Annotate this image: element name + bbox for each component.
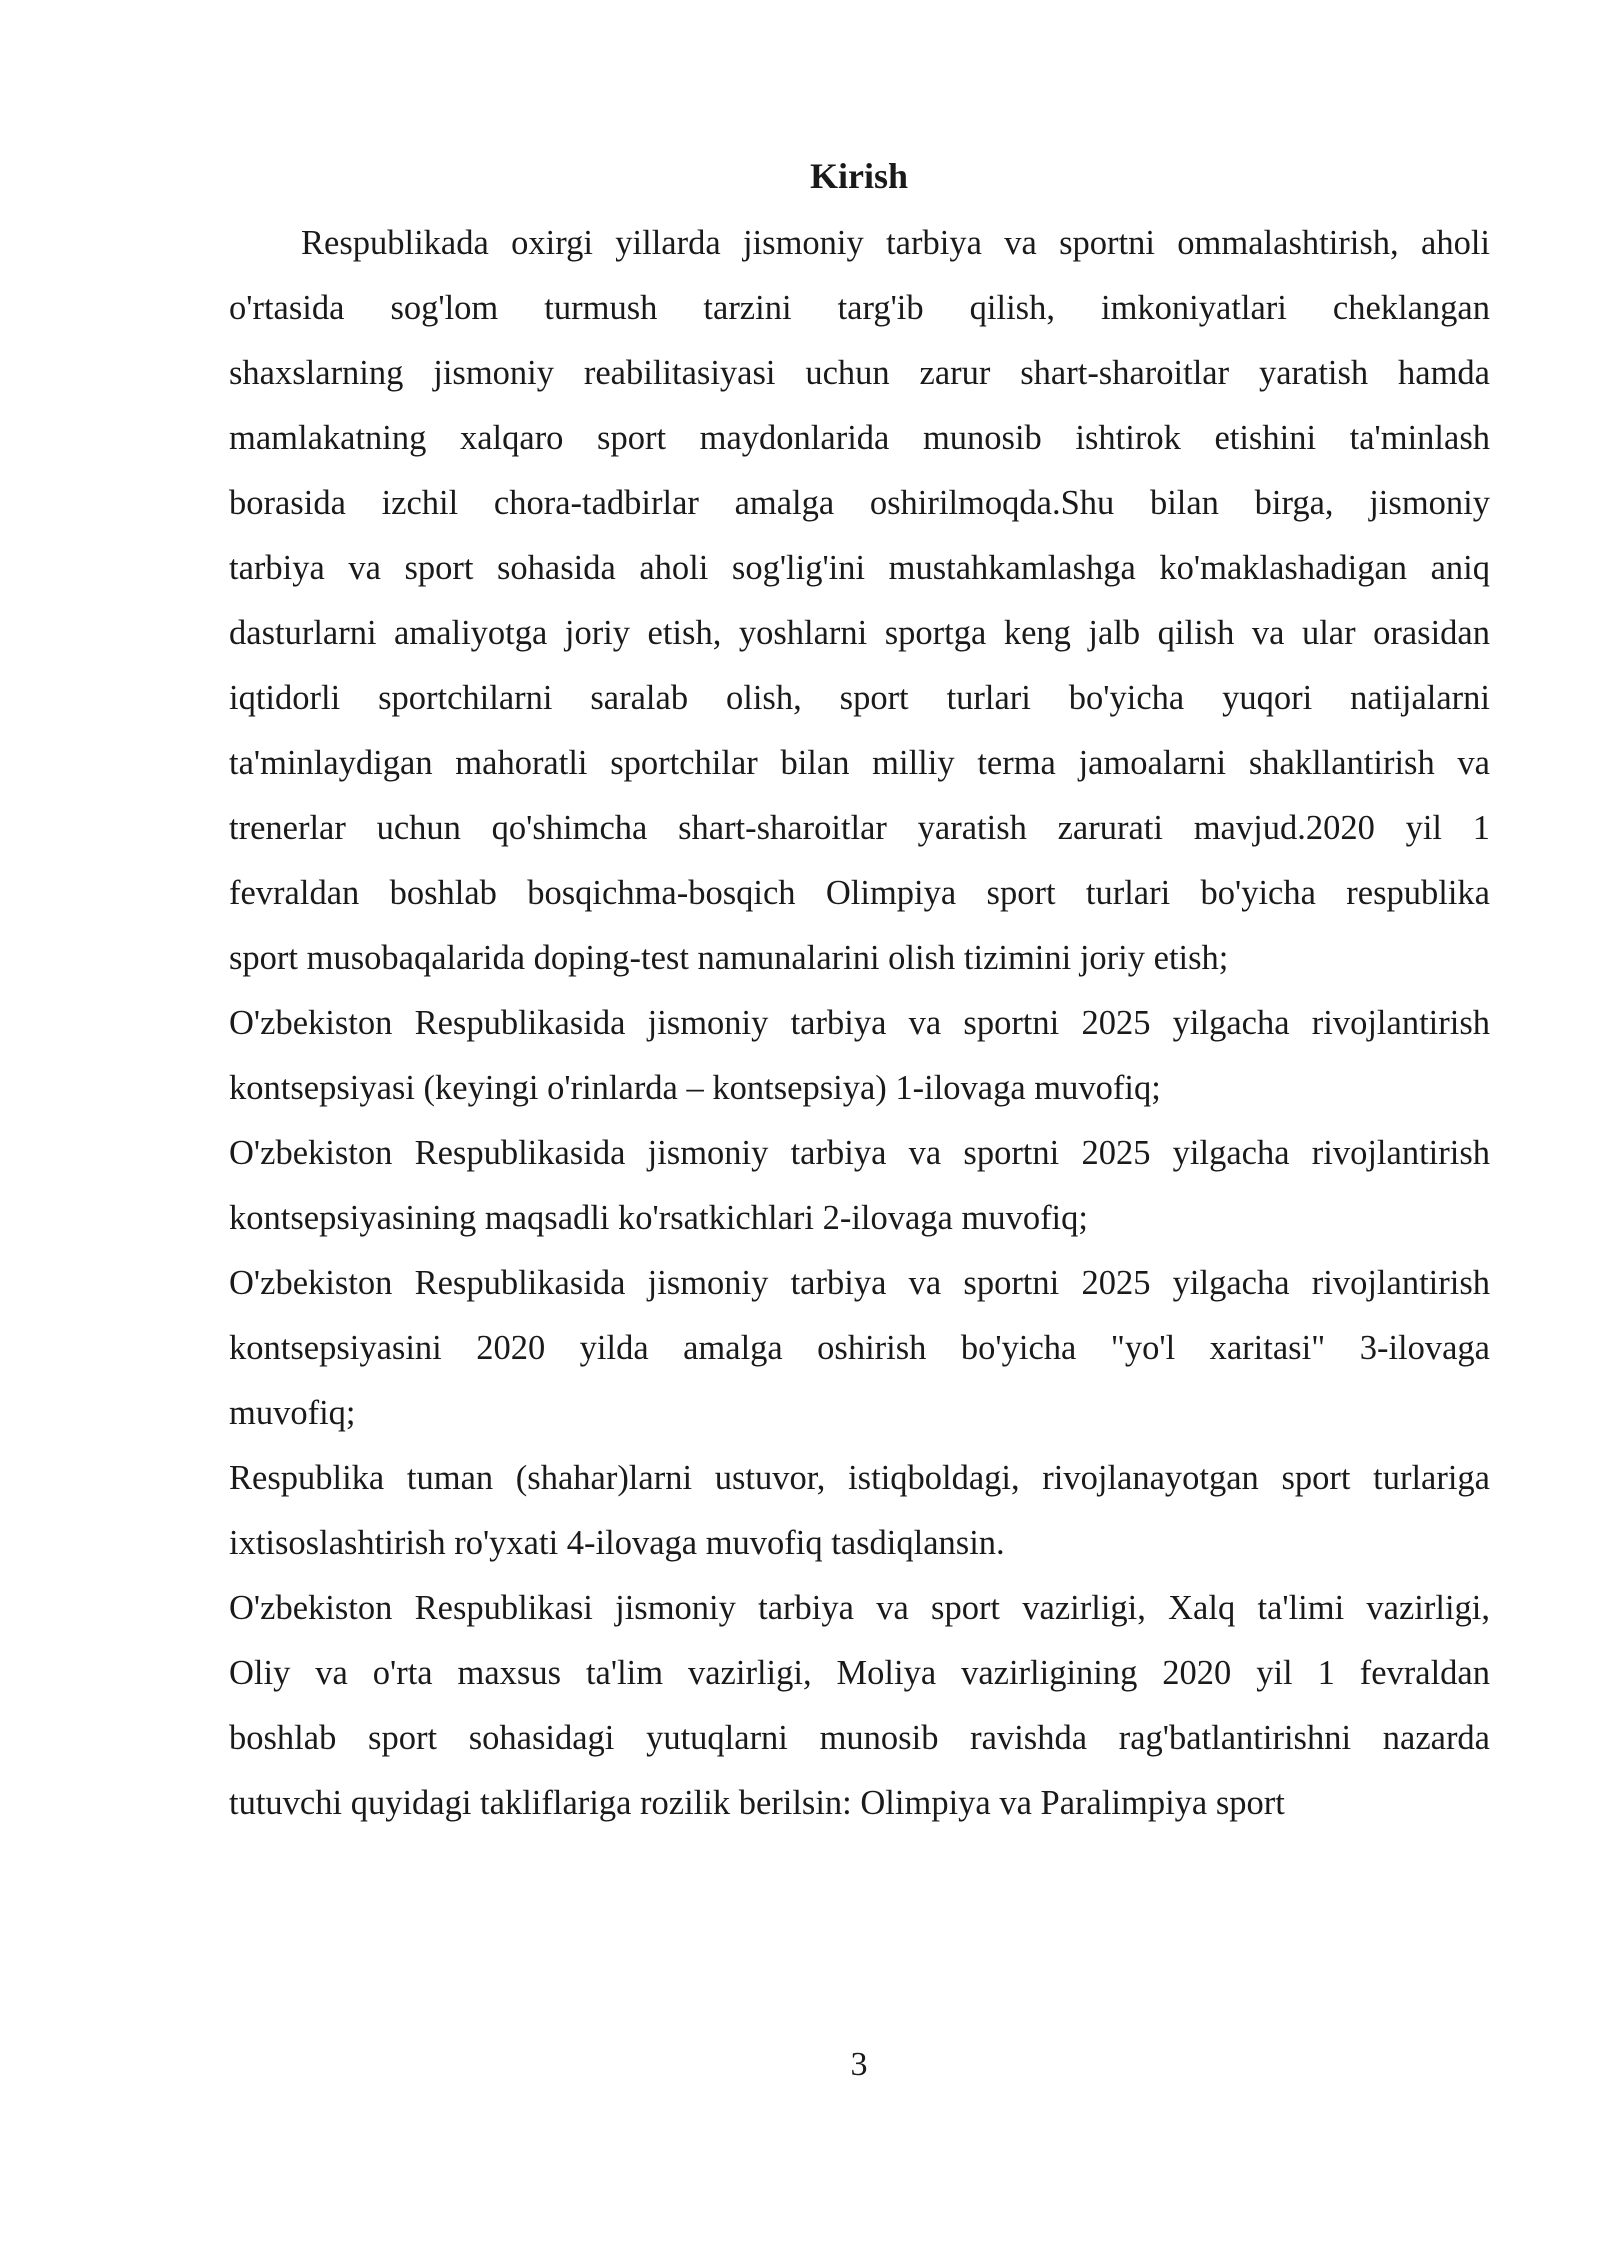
- paragraph-line: dasturlarni amaliyotga joriy etish, yoshlarni sportga keng jalb qilish va ular orasidan: [229, 614, 1490, 652]
- paragraph-line: tarbiya va sport sohasida aholi sog'lig'ini mustahkamlashga ko'maklashadigan aniq: [229, 549, 1490, 587]
- paragraph-line: o'rtasida sog'lom turmush tarzini targ'ib qilish, imkoniyatlari cheklangan: [229, 289, 1490, 327]
- paragraph-line: muvofiq;: [229, 1394, 356, 1432]
- page-number: 3: [850, 2046, 868, 2083]
- paragraph-line: O'zbekiston Respublikasida jismoniy tarbiya va sportni 2025 yilgacha rivojlantirish: [229, 1134, 1490, 1172]
- paragraph-line: sport musobaqalarida doping-test namunalarini olish tizimini joriy etish;: [229, 939, 1229, 977]
- paragraph-line: Respublikada oxirgi yillarda jismoniy tarbiya va sportni ommalashtirish, aholi: [301, 224, 1490, 262]
- paragraph-line: mamlakatning xalqaro sport maydonlarida munosib ishtirok etishini ta'minlash: [229, 419, 1490, 457]
- paragraph-line: boshlab sport sohasidagi yutuqlarni munosib ravishda rag'batlantirishni nazarda: [229, 1719, 1490, 1757]
- paragraph-line: kontsepsiyasini 2020 yilda amalga oshirish bo'yicha "yo'l xaritasi" 3-ilovaga: [229, 1329, 1490, 1367]
- paragraph-line: tutuvchi quyidagi takliflariga rozilik berilsin: Olimpiya va Paralimpiya sport: [229, 1784, 1285, 1822]
- paragraph-line: trenerlar uchun qo'shimcha shart-sharoitlar yaratish zarurati mavjud.2020 yil 1: [229, 809, 1490, 847]
- section-title: Kirish: [809, 156, 908, 196]
- paragraph-line: ixtisoslashtirish ro'yxati 4-ilovaga muvofiq tasdiqlansin.: [229, 1524, 1005, 1562]
- paragraph-line: O'zbekiston Respublikasida jismoniy tarbiya va sportni 2025 yilgacha rivojlantirish: [229, 1004, 1490, 1042]
- paragraph-line: Respublika tuman (shahar)larni ustuvor, istiqboldagi, rivojlanayotgan sport turlariga: [229, 1459, 1490, 1497]
- paragraph-line: fevraldan boshlab bosqichma-bosqich Olimpiya sport turlari bo'yicha respublika: [229, 874, 1490, 912]
- paragraph-line: O'zbekiston Respublikasida jismoniy tarbiya va sportni 2025 yilgacha rivojlantirish: [229, 1264, 1490, 1302]
- paragraph-line: ta'minlaydigan mahoratli sportchilar bilan milliy terma jamoalarni shakllantirish va: [229, 744, 1490, 782]
- paragraph-line: iqtidorli sportchilarni saralab olish, sport turlari bo'yicha yuqori natijalarni: [229, 679, 1490, 717]
- paragraph-line: borasida izchil chora-tadbirlar amalga oshirilmoqda.Shu bilan birga, jismoniy: [229, 484, 1490, 522]
- paragraph-line: kontsepsiyasining maqsadli ko'rsatkichlari 2-ilovaga muvofiq;: [229, 1199, 1088, 1237]
- paragraph-line: Oliy va o'rta maxsus ta'lim vazirligi, Moliya vazirligining 2020 yil 1 fevraldan: [229, 1654, 1490, 1692]
- paragraph-line: kontsepsiyasi (keyingi o'rinlarda – kontsepsiya) 1-ilovaga muvofiq;: [229, 1069, 1161, 1107]
- paragraph-line: shaxslarning jismoniy reabilitasiyasi uchun zarur shart-sharoitlar yaratish hamda: [229, 354, 1490, 392]
- body-text: [229, 211, 1490, 1836]
- paragraph-line: O'zbekiston Respublikasi jismoniy tarbiya va sport vazirligi, Xalq ta'limi vazirligi,: [229, 1589, 1490, 1627]
